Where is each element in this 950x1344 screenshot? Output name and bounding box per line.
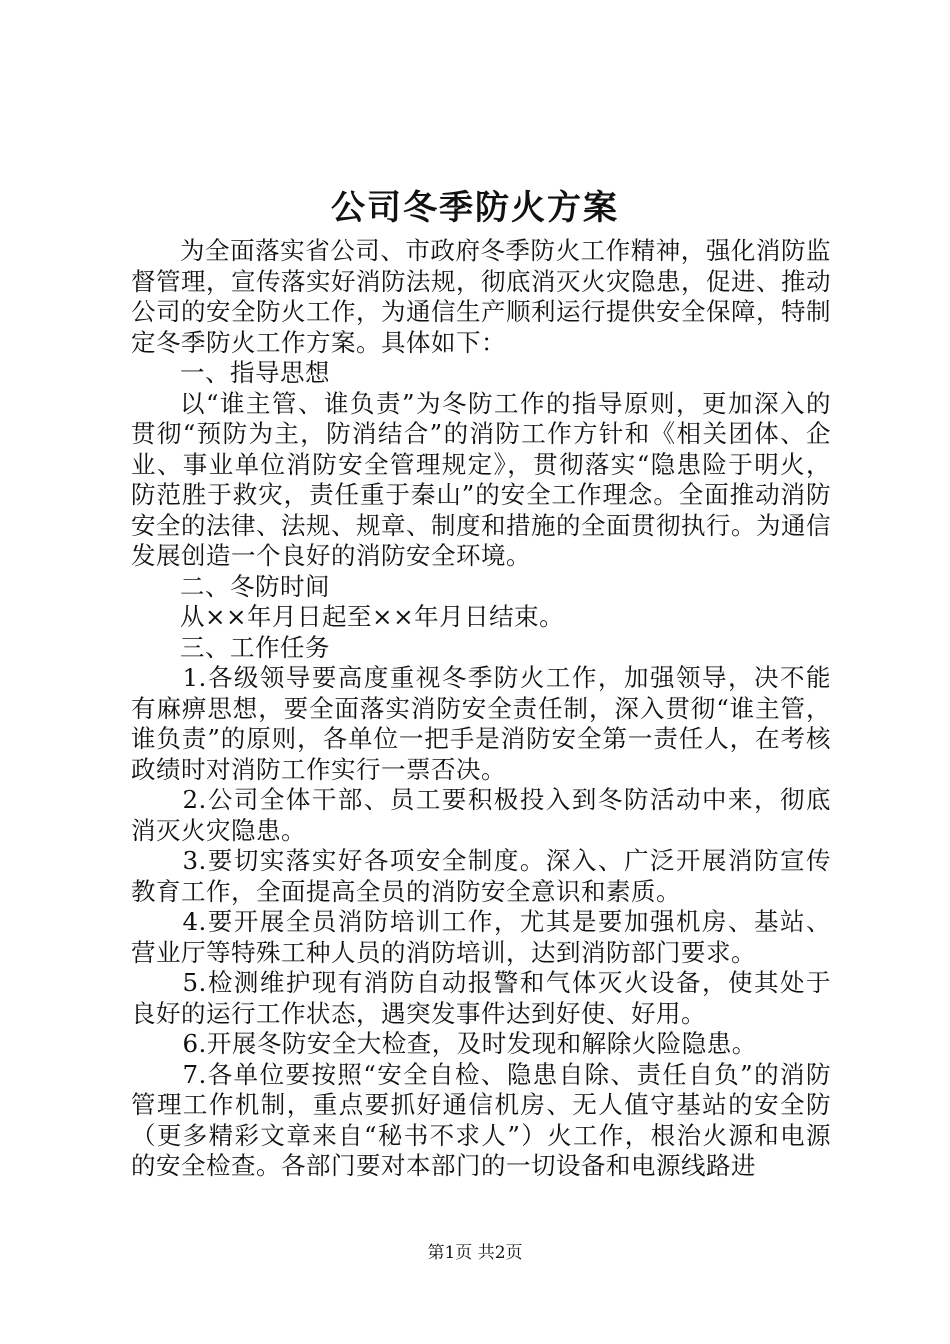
- task-item-1: 1.各级领导要高度重视冬季防火工作，加强领导，决不能有麻痹思想，要全面落实消防安全责任制，深入贯彻“谁主管，谁负责”的原则，各单位一把手是消防安全第一责任人，在考核政绩时对消防工作实行一票否决。: [131, 663, 831, 784]
- intro-paragraph: 为全面落实省公司、市政府冬季防火工作精神，强化消防监督管理，宣传落实好消防法规，彻底消灭火灾隐患，促进、推动公司的安全防火工作，为通信生产顺利运行提供安全保障，特制定冬季防火工作方案。具体如下：: [131, 236, 831, 357]
- task-item-2: 2.公司全体干部、员工要积极投入到冬防活动中来，彻底消灭火灾隐患。: [131, 785, 831, 845]
- task-item-3: 3.要切实落实好各项安全制度。深入、广泛开展消防宣传教育工作，全面提高全员的消防安全意识和素质。: [131, 846, 831, 906]
- section-heading-winter-period: 二、冬防时间: [180, 571, 330, 601]
- document-body: [131, 236, 831, 1182]
- document-title: 公司冬季防火方案: [331, 188, 619, 228]
- section-heading-guiding-thought: 一、指导思想: [180, 358, 330, 387]
- task-item-4: 4.要开展全员消防培训工作，尤其是要加强机房、基站、营业厅等特殊工种人员的消防培训，达到消防部门要求。: [131, 907, 831, 967]
- task-item-6: 6.开展冬防安全大检查，及时发现和解除火险隐患。: [182, 1029, 757, 1058]
- task-item-5: 5.检测维护现有消防自动报警和气体灭火设备，使其处于良好的运行工作状态，遇突发事件达到好使、好用。: [131, 968, 831, 1028]
- guiding-thought-paragraph: 以“谁主管、谁负责”为冬防工作的指导原则，更加深入的贯彻“预防为主，防消结合”的消防工作方针和《相关团体、企业、事业单位消防安全管理规定》，贯彻落实“隐患险于明火，防范胜于救灾，责任重于秦山”的安全工作理念。全面推动消防安全的法律、法规、规章、制度和措施的全面贯彻执行。为通信发展创造一个良好的消防安全环境。: [131, 388, 831, 570]
- section-heading-tasks: 三、工作任务: [180, 632, 330, 662]
- winter-period-paragraph: 从××年月日起至××年月日结束。: [180, 602, 565, 631]
- task-item-7: 7.各单位要按照“安全自检、隐患自除、责任自负”的消防管理工作机制，重点要抓好通信机房、无人值守基站的安全防（更多精彩文章来自“秘书不求人”）火工作，根治火源和电源的安全检查。各部门要对本部门的一切设备和电源线路进: [131, 1059, 831, 1180]
- page-footer: 第1页 共2页: [427, 1243, 523, 1263]
